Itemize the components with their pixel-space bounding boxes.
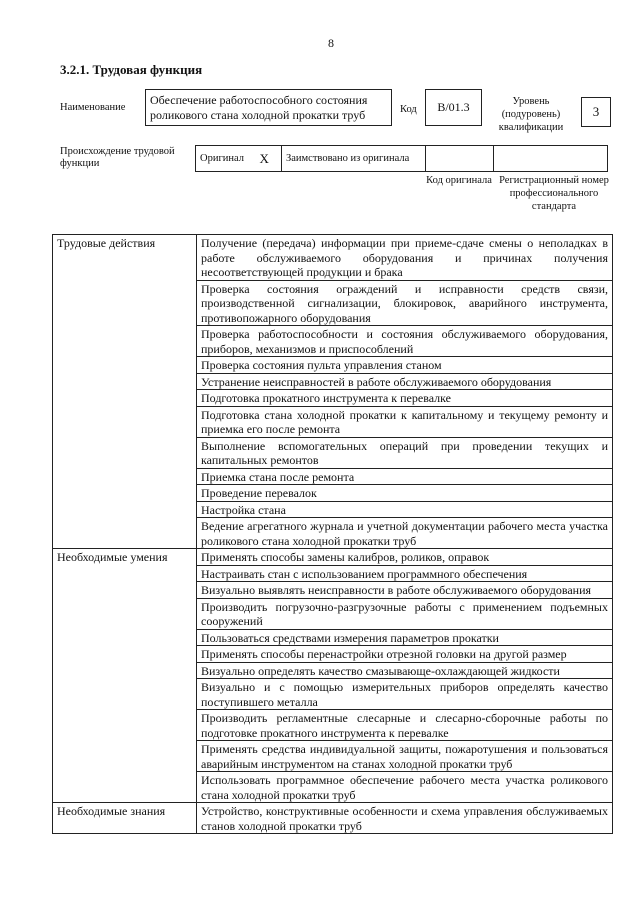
competency-table [52,234,613,834]
labor-action-item: Настройка стана [197,501,613,518]
skill-item: Производить регламентные слесарные и слесарно-сборочные работы по подготовке прокатного инструмента к перевалке [197,710,613,741]
original-label: Оригинал [196,146,256,172]
skill-item: Применять способы перенастройки отрезной головки на другой размер [197,646,613,663]
reg-number-label: Регистрационный номер профессионального стандарта [499,175,609,212]
skill-item: Пользоваться средствами измерения параметров прокатки [197,629,613,646]
function-name-box: Обеспечение работоспособного состояния роликового стана холодной прокатки труб [145,89,392,126]
labor-action-item: Проверка состояния пульта управления станом [197,357,613,374]
level-value-box: 3 [581,97,611,127]
origin-table [195,145,608,172]
labor-action-item: Проведение перевалок [197,485,613,502]
labor-action-item: Ведение агрегатного журнала и учетной документации рабочего места участка роликового стана холодной прокатки труб [197,518,613,549]
code-value-box: B/01.3 [425,89,482,126]
level-label: Уровень (подуровень) квалификации [498,96,564,133]
skill-item: Использовать программное обеспечение рабочего места участка роликового стана холодной прокатки труб [197,772,613,803]
knowledge-category: Необходимые знания [53,803,197,834]
section-title: 3.2.1. Трудовая функция [60,62,203,77]
knowledge-row [53,803,613,834]
skill-item: Визуально выявлять неисправности в работе обслуживаемого оборудования [197,582,613,599]
labor-action-category: Трудовые действия [53,235,197,549]
skill-item: Визуально и с помощью измерительных приборов определять качество поступившего металла [197,679,613,710]
labor-action-item: Подготовка прокатного инструмента к перевалке [197,390,613,407]
labor-action-item: Подготовка стана холодной прокатки к капитальному и текущему ремонту и приемка его после ремонта [197,406,613,437]
skill-item: Настраивать стан с использованием программного обеспечения [197,565,613,582]
original-mark: X [256,146,282,172]
reg-number-cell [494,146,608,172]
labor-action-item: Приемка стана после ремонта [197,468,613,485]
labor-action-item: Проверка работоспособности и состояния обслуживаемого оборудования, приборов, механизмов и приспособлений [197,326,613,357]
labor-action-item: Устранение неисправностей в работе обслуживаемого оборудования [197,373,613,390]
code-original-cell [426,146,494,172]
skill-item: Применять средства индивидуальной защиты, пожаротушения и пользоваться аварийным инструментом на станах холодной прокатки труб [197,741,613,772]
skill-item: Производить погрузочно-разгрузочные работы с применением подъемных сооружений [197,598,613,629]
labor-action-item: Проверка состояния ограждений и исправности средств связи, производственной сигнализации, блокировок, аварийного инструмента, противопожарного оборудования [197,280,613,326]
page-number: 8 [328,36,334,50]
skill-item: Применять способы замены калибров, роликов, оправок [197,549,613,566]
code-original-label: Код оригинала [426,175,492,186]
skill-item: Визуально определять качество смазывающе-охлаждающей жидкости [197,662,613,679]
knowledge-item: Устройство, конструктивные особенности и схема управления обслуживаемых станов холодной прокатки труб [197,803,613,834]
labor-action-item: Получение (передача) информации при приеме-сдаче смены о неполадках в работе обслуживаемого оборудования и причинах получения несоответствующей продукции и брака [197,235,613,281]
skill-row [53,549,613,566]
labor-action-row [53,235,613,281]
labor-action-item: Выполнение вспомогательных операций при проведении текущих и капитальных ремонтов [197,437,613,468]
borrowed-label: Заимствовано из оригинала [282,146,426,172]
skill-category: Необходимые умения [53,549,197,803]
code-label: Код [400,104,417,115]
origin-label: Происхождение трудовой функции [60,146,175,169]
name-label: Наименование [60,102,126,113]
